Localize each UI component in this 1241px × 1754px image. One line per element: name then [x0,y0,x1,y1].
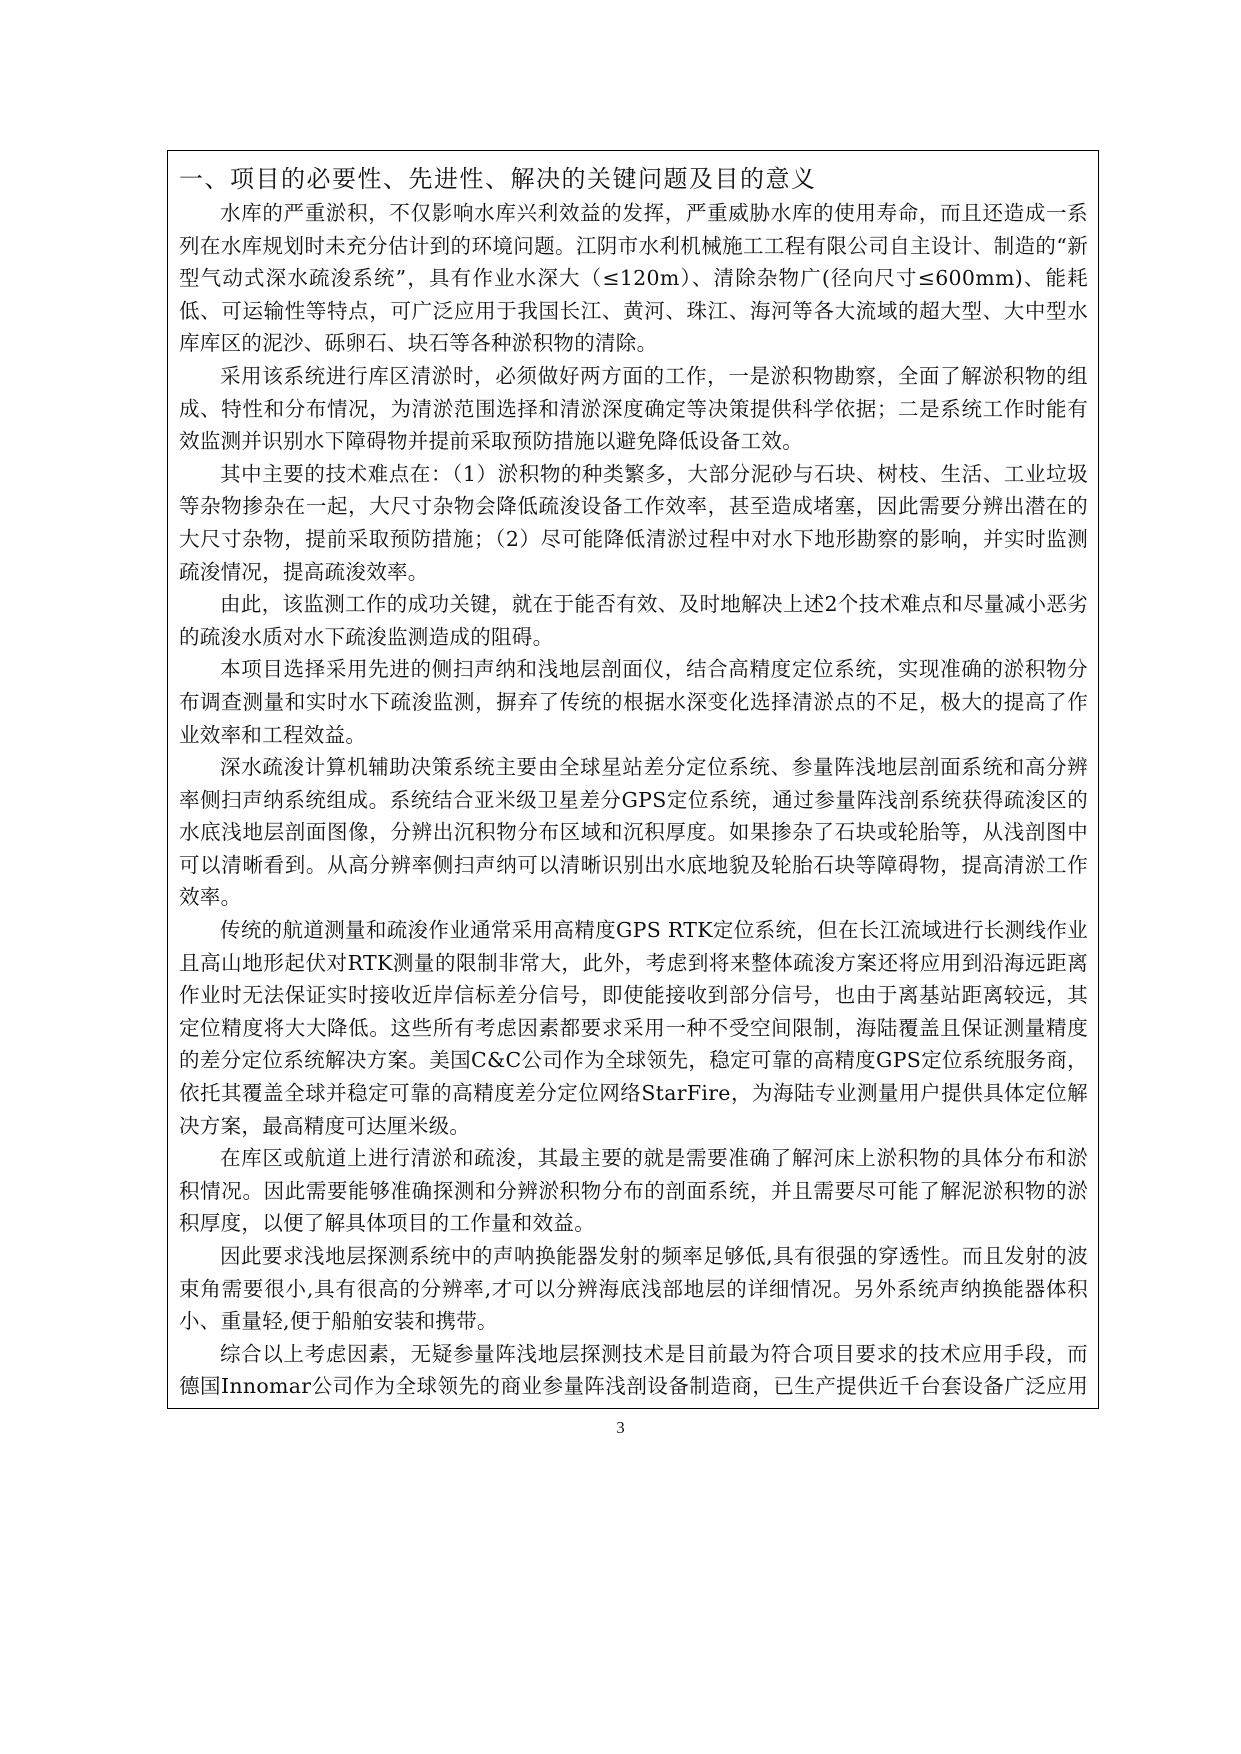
paragraph-2: 采用该系统进行库区清淤时，必须做好两方面的工作，一是淤积物勘察，全面了解淤积物的组成、特性和分布情况，为清淤范围选择和清淤深度确定等决策提供科学依据；二是系统工作时能有效监测并识别水下障碍物并提前采取预防措施以避免降低设备工效。 [179,363,1088,454]
page-number: 3 [616,1418,625,1437]
section-title: 一、项目的必要性、先进性、解决的关键问题及目的意义 [179,165,817,193]
paragraph-3: 其中主要的技术难点在：（1）淤积物的种类繁多，大部分泥砂与石块、树枝、生活、工业垃圾等杂物掺杂在一起，大尺寸杂物会降低疏浚设备工作效率，甚至造成堵塞，因此需要分辨出潜在的大尺寸杂物，提前采取预防措施；（2）尽可能降低清淤过程中对水下地形勘察的影响，并实时监测疏浚情况，提高疏浚效率。 [179,461,1088,584]
paragraph-4: 由此，该监测工作的成功关键，就在于能否有效、及时地解决上述2个技术难点和尽量减小恶劣的疏浚水质对水下疏浚监测造成的阻碍。 [179,592,1088,649]
paragraph-6: 深水疏浚计算机辅助决策系统主要由全球星站差分定位系统、参量阵浅地层剖面系统和高分辨率侧扫声纳系统组成。系统结合亚米级卫星差分GPS定位系统，通过参量阵浅剖系统获得疏浚区的水底浅地层剖面图像，分辨出沉积物分布区域和沉积厚度。如果掺杂了石块或轮胎等，从浅剖图中可以清晰看到。从高分辨率侧扫声纳可以清晰识别出水底地貌及轮胎石块等障碍物，提高清淤工作效率。 [179,755,1088,910]
paragraph-9: 因此要求浅地层探测系统中的声呐换能器发射的频率足够低,具有很强的穿透性。而且发射的波束角需要很小,具有很高的分辨率,才可以分辨海底浅部地层的详细情况。另外系统声纳换能器体积小、重量轻,便于船舶安装和携带。 [179,1244,1088,1334]
paragraph-7: 传统的航道测量和疏浚作业通常采用高精度GPS RTK定位系统，但在长江流域进行长测线作业且高山地形起伏对RTK测量的限制非常大，此外，考虑到将来整体疏浚方案还将应用到沿海远距离作业时无法保证实时接收近岸信标差分信号，即使能接收到部分信号，也由于离基站距离较远，其定位精度将大大降低。这些所有考虑因素都要求采用一种不受空间限制，海陆覆盖且保证测量精度的差分定位系统解决方案。美国C&C公司作为全球领先，稳定可靠的高精度GPS定位系统服务商，依托其覆盖全球并稳定可靠的高精度差分定位网络StarFire，为海陆专业测量用户提供具体定位解决方案，最高精度可达厘米级。 [179,918,1088,1138]
content-frame [167,150,1099,1409]
paragraph-5: 本项目选择采用先进的侧扫声纳和浅地层剖面仪，结合高精度定位系统，实现准确的淤积物分布调查测量和实时水下疏浚监测，摒弃了传统的根据水深变化选择清淤点的不足，极大的提高了作业效率和工程效益。 [179,657,1088,747]
paragraph-8: 在库区或航道上进行清淤和疏浚，其最主要的就是需要准确了解河床上淤积物的具体分布和淤积情况。因此需要能够准确探测和分辨淤积物分布的剖面系统，并且需要尽可能了解泥淤积物的淤积厚度，以便了解具体项目的工作量和效益。 [179,1146,1088,1236]
paragraph-1: 水库的严重淤积，不仅影响水库兴利效益的发挥，严重威胁水库的使用寿命，而且还造成一系列在水库规划时未充分估计到的环境问题。江阴市水利机械施工工程有限公司自主设计、制造的“新型气动式深水疏浚系统”，具有作业水深大（≤120m）、清除杂物广(径向尺寸≤600mm)、能耗低、可运输性等特点，可广泛应用于我国长江、黄河、珠江、海河等各大流域的超大型、大中型水库库区的泥沙、砾卵石、块石等各种淤积物的清除。 [179,201,1088,356]
paragraph-10: 综合以上考虑因素，无疑参量阵浅地层探测技术是目前最为符合项目要求的技术应用手段，而德国Innomar公司作为全球领先的商业参量阵浅剖设备制造商，已生产提供近千台套设备广泛应用 [179,1341,1088,1399]
